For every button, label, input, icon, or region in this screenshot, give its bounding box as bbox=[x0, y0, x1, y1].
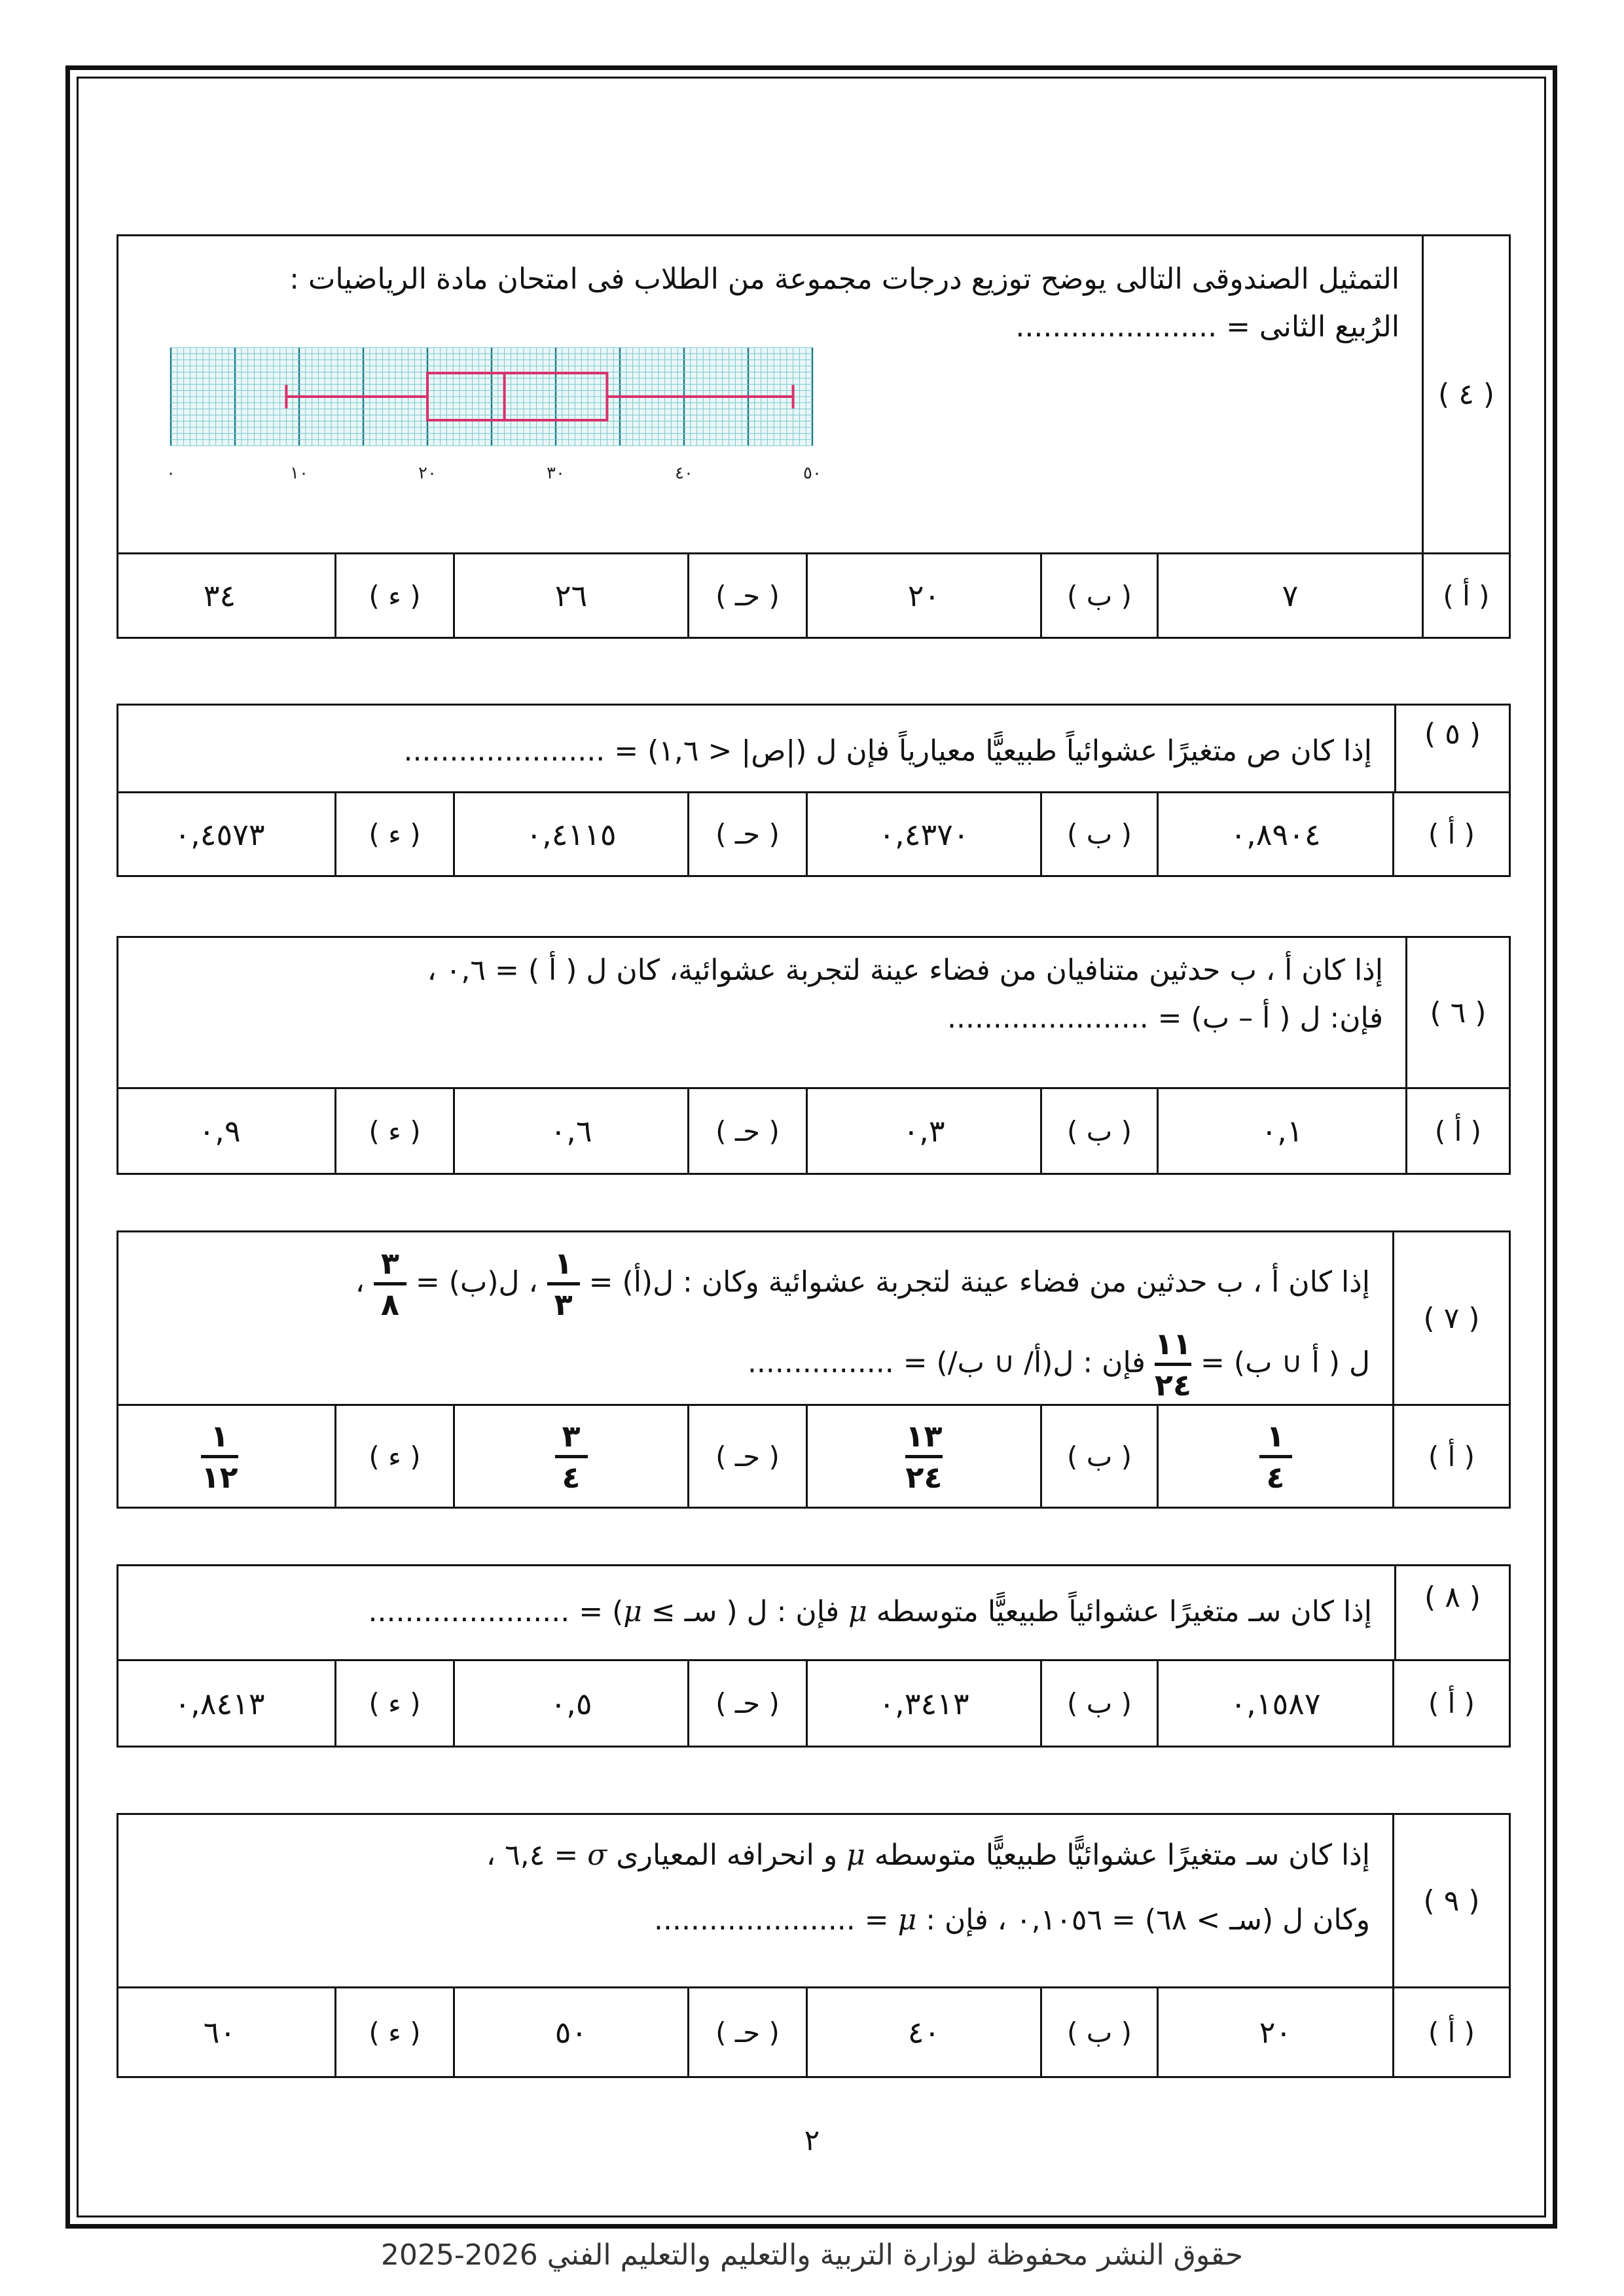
numerator: ١ bbox=[210, 1418, 229, 1454]
option-letter: ( ء ) bbox=[334, 1406, 453, 1507]
copyright-footer: حقوق النشر محفوظة لوزارة التربية والتعليم والتعليم الفني 2026-2025 bbox=[380, 2238, 1244, 2272]
numerator: ١٣ bbox=[905, 1418, 943, 1454]
question-line bbox=[141, 1592, 1372, 1631]
question-line bbox=[141, 1246, 1370, 1322]
option-letter: ( أ ) bbox=[1392, 1988, 1509, 2076]
denominator: ٢٤ bbox=[1154, 1367, 1192, 1403]
text-segment: ، bbox=[355, 1265, 365, 1299]
question-number: ( ٤ ) bbox=[1422, 236, 1509, 552]
axis-tick-label: ٣٠ bbox=[547, 463, 565, 483]
option-a[interactable]: ٧ bbox=[1157, 554, 1422, 637]
fraction bbox=[201, 1418, 238, 1495]
option-b[interactable]: ٠,٣٤١٣ bbox=[806, 1661, 1040, 1746]
page-number: ٢ bbox=[804, 2124, 820, 2157]
denominator: ٤ bbox=[1266, 1459, 1285, 1495]
option-letter: ( حـ ) bbox=[687, 1661, 806, 1746]
option-c[interactable] bbox=[453, 1406, 687, 1507]
option-letter: ( أ ) bbox=[1422, 554, 1509, 637]
option-d[interactable] bbox=[105, 1406, 334, 1507]
option-b[interactable]: ٠,٣ bbox=[806, 1089, 1040, 1173]
option-letter: ( ب ) bbox=[1040, 1406, 1157, 1507]
option-b[interactable]: ٢٠ bbox=[806, 554, 1040, 637]
option-letter: ( حـ ) bbox=[687, 554, 806, 637]
question-line: التمثيل الصندوقى التالى يوضح توزيع درجات مجموعة من الطلاب فى امتحان مادة الرياضيات : bbox=[289, 262, 1399, 296]
text-segment: ل ( أ ∪ ب) = bbox=[1200, 1346, 1370, 1380]
text-segment: إذا كان سـ متغيرًا عشوائيًّا طبيعيًّا متوسطه bbox=[874, 1839, 1370, 1872]
option-c[interactable]: ٠,٤١١٥ bbox=[453, 793, 687, 875]
option-letter: ( ب ) bbox=[1040, 1661, 1157, 1746]
option-letter: ( حـ ) bbox=[687, 793, 806, 875]
numerator: ١١ bbox=[1154, 1326, 1192, 1361]
option-d[interactable]: ٠,٤٥٧٣ bbox=[174, 816, 265, 852]
option-d[interactable]: ٦٠ bbox=[203, 2015, 236, 2050]
option-a[interactable] bbox=[1157, 1406, 1392, 1507]
numerator: ٣ bbox=[380, 1246, 399, 1281]
option-d[interactable]: ٠,٩ bbox=[198, 1113, 241, 1149]
denominator: ٢٤ bbox=[905, 1459, 943, 1495]
question-number: ( ٩ ) bbox=[1392, 1815, 1509, 1986]
fraction-bar bbox=[1155, 1363, 1191, 1366]
text-segment: و انحرافه المعيارى bbox=[616, 1839, 838, 1872]
numerator: ٣ bbox=[562, 1418, 581, 1454]
option-b[interactable]: ٠,٤٣٧٠ bbox=[806, 793, 1040, 875]
option-letter: ( حـ ) bbox=[687, 1089, 806, 1173]
option-b[interactable]: ٤٠ bbox=[806, 1988, 1040, 2076]
question-text bbox=[118, 1566, 1394, 1659]
option-d[interactable]: ٠,٨٤١٣ bbox=[174, 1685, 265, 1721]
option-letter: ( حـ ) bbox=[687, 1988, 806, 2076]
fraction-bar bbox=[374, 1282, 406, 1285]
question-text bbox=[118, 706, 1394, 791]
option-a[interactable]: ٠,١٥٨٧ bbox=[1157, 1661, 1392, 1746]
option-a[interactable]: ٠,١ bbox=[1157, 1089, 1405, 1173]
question-line: فإن: ل ( أ – ب) = ...................... bbox=[947, 1001, 1383, 1035]
fraction-bar bbox=[1259, 1455, 1292, 1458]
option-letter: ( ب ) bbox=[1040, 1988, 1157, 2076]
denominator: ٤ bbox=[562, 1459, 581, 1495]
text-segment: فإن : ل(أ/ ∪ ب/) = ................ bbox=[747, 1346, 1146, 1380]
fraction bbox=[1259, 1418, 1292, 1495]
question-text bbox=[118, 236, 1422, 552]
fraction bbox=[547, 1246, 580, 1322]
option-letter: ( أ ) bbox=[1392, 793, 1509, 875]
question-7 bbox=[117, 1230, 1511, 1509]
fraction bbox=[555, 1418, 588, 1495]
axis-tick-label: ٥٠ bbox=[803, 463, 821, 483]
option-letter: ( ب ) bbox=[1040, 793, 1157, 875]
question-line bbox=[141, 1901, 1370, 1939]
fraction bbox=[905, 1418, 943, 1495]
option-a[interactable]: ٢٠ bbox=[1157, 1988, 1392, 2076]
fraction bbox=[1154, 1326, 1192, 1403]
question-text bbox=[118, 938, 1405, 1087]
option-letter: ( أ ) bbox=[1392, 1406, 1509, 1507]
option-c[interactable]: ٥٠ bbox=[453, 1988, 687, 2076]
question-4 bbox=[117, 234, 1511, 639]
fraction-bar bbox=[201, 1455, 238, 1458]
option-b[interactable] bbox=[806, 1406, 1040, 1507]
sigma-symbol: σ bbox=[587, 1839, 607, 1872]
option-letter: ( ء ) bbox=[334, 1661, 453, 1746]
axis-tick-label: ١٠ bbox=[290, 463, 308, 483]
option-letter: ( أ ) bbox=[1405, 1089, 1509, 1173]
numerator: ١ bbox=[1266, 1418, 1285, 1454]
question-text bbox=[118, 1232, 1392, 1404]
question-9 bbox=[117, 1813, 1511, 2078]
fraction-bar bbox=[555, 1455, 588, 1458]
fraction bbox=[374, 1246, 406, 1322]
option-d[interactable]: ٣٤ bbox=[203, 578, 236, 613]
option-letter: ( أ ) bbox=[1392, 1661, 1509, 1746]
axis-tick-label: ٤٠ bbox=[675, 463, 693, 483]
option-a[interactable]: ٠,٨٩٠٤ bbox=[1157, 793, 1392, 875]
option-letter: ( ء ) bbox=[334, 554, 453, 637]
option-letter: ( حـ ) bbox=[687, 1406, 806, 1507]
denominator: ١٢ bbox=[201, 1459, 238, 1495]
question-number: ( ٦ ) bbox=[1405, 938, 1509, 1087]
option-letter: ( ب ) bbox=[1040, 1089, 1157, 1173]
numerator: ١ bbox=[554, 1246, 573, 1281]
question-line bbox=[141, 1836, 1370, 1874]
option-c[interactable]: ٢٦ bbox=[453, 554, 687, 637]
text-segment: وكان ل (سـ > ٦٨) = ٠,١٠٥٦ ، فإن : bbox=[926, 1903, 1370, 1937]
option-letter: ( ب ) bbox=[1040, 554, 1157, 637]
text-segment: = ٦,٤ ، bbox=[486, 1839, 579, 1872]
mu-symbol: μ bbox=[848, 1595, 867, 1628]
boxplot-chart bbox=[158, 341, 825, 498]
mu-symbol: μ bbox=[623, 1595, 642, 1628]
question-line: إذا كان أ ، ب حدثين متنافيان من فضاء عينة لتجربة عشوائية، كان ل ( أ ) = ٠,٦ ، bbox=[427, 954, 1383, 987]
question-8 bbox=[117, 1564, 1511, 1748]
denominator: ٣ bbox=[554, 1287, 573, 1322]
text-segment: إذا كان أ ، ب حدثين من فضاء عينة لتجربة عشوائية وكان : ل(أ) = bbox=[588, 1265, 1370, 1299]
text-segment: إذا كان سـ متغيرًا عشوائياً طبيعيًّا متوسطه bbox=[876, 1595, 1372, 1628]
text-segment: ) = ...................... bbox=[368, 1595, 624, 1628]
option-letter: ( ء ) bbox=[334, 1988, 453, 2076]
text-segment: فإن : ل ( سـ ≥ bbox=[651, 1595, 840, 1628]
question-number: ( ٨ ) bbox=[1394, 1566, 1509, 1659]
text-segment: ، ل(ب) = bbox=[415, 1265, 538, 1299]
question-5 bbox=[117, 704, 1511, 877]
question-number: ( ٧ ) bbox=[1392, 1232, 1509, 1404]
question-number: ( ٥ ) bbox=[1394, 706, 1509, 791]
option-c[interactable]: ٠,٥ bbox=[453, 1661, 687, 1746]
question-6 bbox=[117, 936, 1511, 1175]
option-letter: ( ء ) bbox=[334, 793, 453, 875]
option-letter: ( ء ) bbox=[334, 1089, 453, 1173]
option-c[interactable]: ٠,٦ bbox=[453, 1089, 687, 1173]
mu-symbol: μ bbox=[897, 1903, 917, 1937]
fraction-bar bbox=[905, 1455, 942, 1458]
question-line: الرُبيع الثانى = ...................... bbox=[1015, 310, 1399, 344]
fraction-bar bbox=[547, 1282, 580, 1285]
text-segment: = ...................... bbox=[654, 1903, 889, 1937]
question-line: إذا كان ص متغيرًا عشوائياً طبيعيًّا معيارياً فإن ل (|ص| < ١,٦) = ...................... bbox=[403, 734, 1372, 768]
axis-tick-label: ٢٠ bbox=[418, 463, 437, 483]
mu-symbol: μ bbox=[846, 1839, 865, 1872]
question-text bbox=[118, 1815, 1392, 1986]
denominator: ٨ bbox=[380, 1287, 399, 1322]
question-line bbox=[141, 1326, 1370, 1403]
axis-tick-label: ٠ bbox=[166, 463, 175, 483]
